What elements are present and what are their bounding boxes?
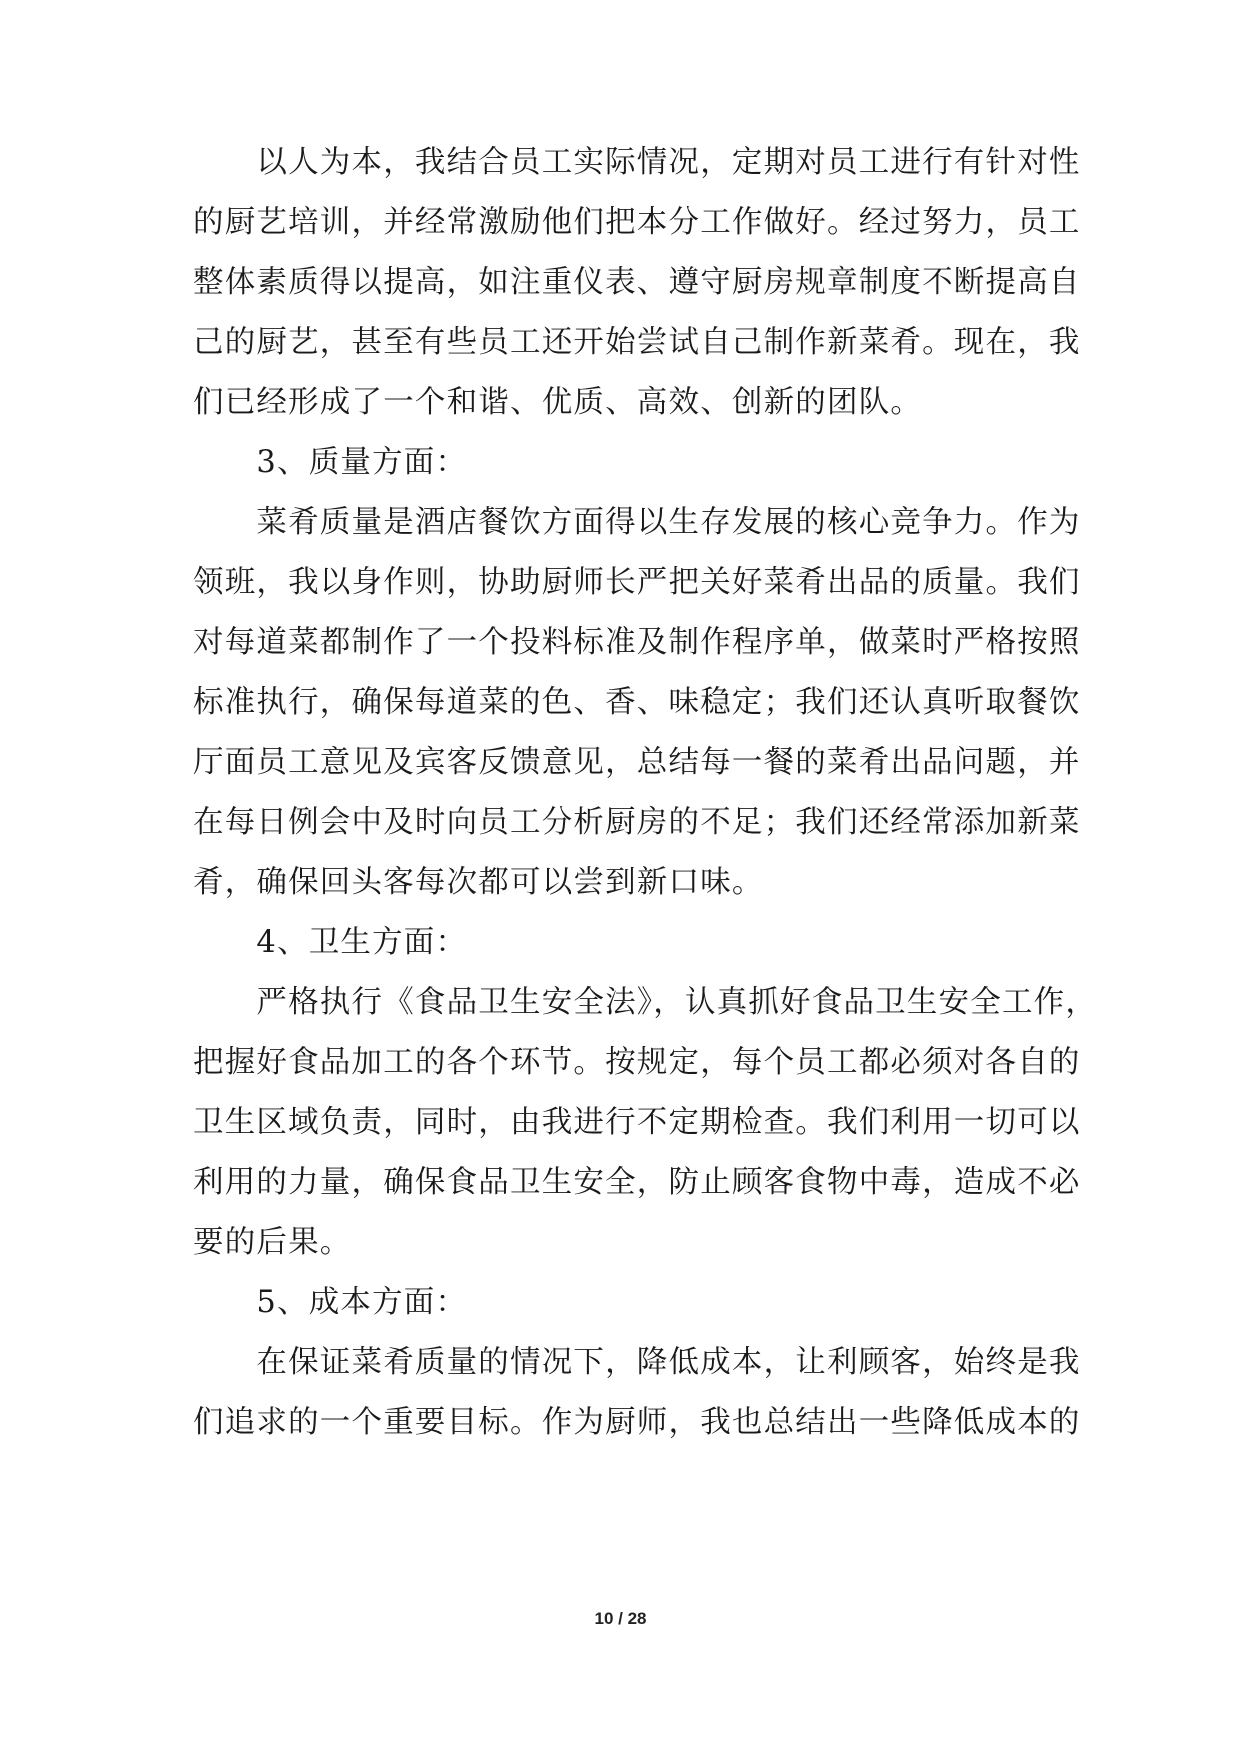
text-line: 们追求的一个重要目标。作为厨师，我也总结出一些降低成本的 <box>193 1405 1081 1440</box>
page-number: 10 / 28 <box>594 1609 647 1628</box>
text-line: 利用的力量，确保食品卫生安全，防止顾客食物中毒，造成不必 <box>193 1165 1081 1200</box>
text-line: 以人为本，我结合员工实际情况，定期对员工进行有针对性 <box>193 145 1081 180</box>
text-line: 在保证菜肴质量的情况下，降低成本，让利顾客，始终是我 <box>193 1345 1081 1380</box>
text-line: 卫生区域负责，同时，由我进行不定期检查。我们利用一切可以 <box>193 1105 1081 1140</box>
text-line: 厅面员工意见及宾客反馈意见，总结每一餐的菜肴出品问题，并 <box>193 745 1081 780</box>
text-line: 要的后果。 <box>193 1225 352 1260</box>
section-heading: 3、质量方面： <box>193 445 468 480</box>
text-line: 肴，确保回头客每次都可以尝到新口味。 <box>193 865 764 900</box>
text-line: 在每日例会中及时向员工分析厨房的不足；我们还经常添加新菜 <box>193 805 1081 840</box>
text-line: 标准执行，确保每道菜的色、香、味稳定；我们还认真听取餐饮 <box>193 685 1081 720</box>
text-line: 对每道菜都制作了一个投料标准及制作程序单，做菜时严格按照 <box>193 625 1081 660</box>
text-line: 严格执行《食品卫生安全法》，认真抓好食品卫生安全工作， <box>193 985 1098 1020</box>
text-line: 的厨艺培训，并经常激励他们把本分工作做好。经过努力，员工 <box>193 205 1081 240</box>
text-line: 整体素质得以提高，如注重仪表、遵守厨房规章制度不断提高自 <box>193 265 1081 300</box>
text-line: 们已经形成了一个和谐、优质、高效、创新的团队。 <box>193 385 923 420</box>
text-line: 菜肴质量是酒店餐饮方面得以生存发展的核心竞争力。作为 <box>193 505 1081 540</box>
text-line: 领班，我以身作则，协助厨师长严把关好菜肴出品的质量。我们 <box>193 565 1081 600</box>
section-heading: 4、卫生方面： <box>193 925 468 960</box>
text-line: 把握好食品加工的各个环节。按规定，每个员工都必须对各自的 <box>193 1045 1081 1080</box>
text-line: 己的厨艺，甚至有些员工还开始尝试自己制作新菜肴。现在，我 <box>193 325 1081 360</box>
section-heading: 5、成本方面： <box>193 1285 468 1320</box>
